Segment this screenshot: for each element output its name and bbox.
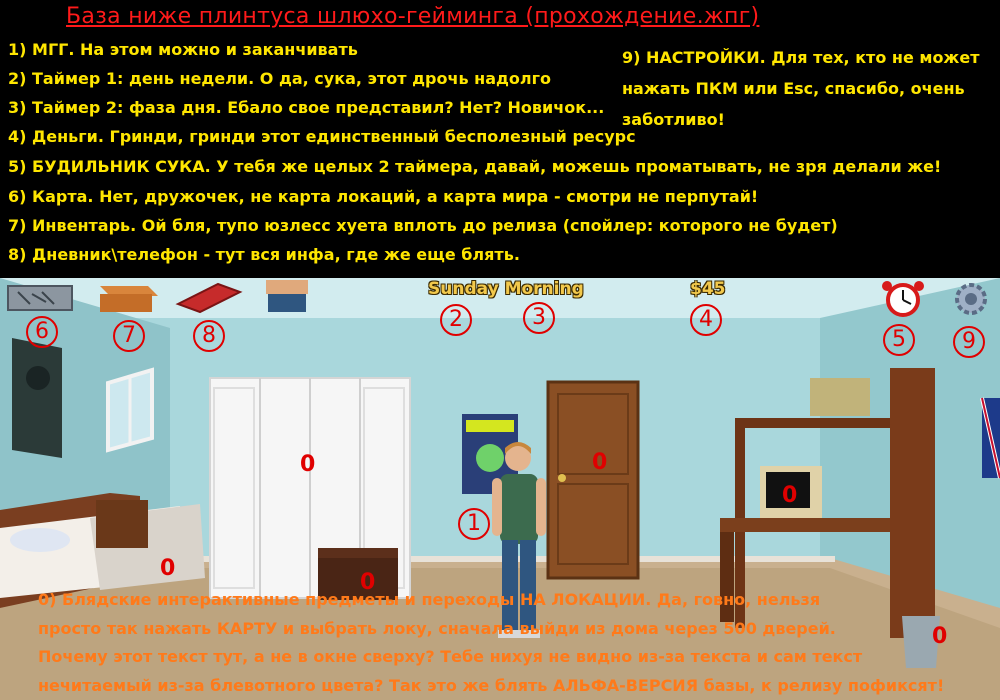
marker-4: 4 — [690, 304, 722, 336]
marker-1: 1 — [458, 508, 490, 540]
diary-phone-icon[interactable] — [174, 280, 244, 314]
bottom-note-line-1: 0) Блядские интерактивные предметы и переходы НА ЛОКАЦИИ. Да, говно, нельзя — [38, 590, 821, 609]
legend-line-3: 3) Таймер 2: фаза дня. Ебало свое представил? Нет? Новичок... — [8, 98, 605, 117]
marker-3: 3 — [523, 302, 555, 334]
zero-chest[interactable]: 0 — [360, 570, 376, 595]
alarm-clock-icon[interactable] — [873, 280, 933, 318]
inventory-icon[interactable] — [92, 280, 164, 314]
money-label: $45 — [690, 279, 726, 299]
marker-8: 8 — [193, 320, 225, 352]
zero-closet[interactable]: 0 — [300, 452, 316, 477]
bottom-note — [38, 586, 998, 700]
zero-bed[interactable]: 0 — [160, 556, 176, 581]
legend-title: База ниже плинтуса шлюхо-гейминга (прохождение.жпг) — [66, 4, 760, 29]
zero-trash-can[interactable]: 0 — [932, 624, 948, 649]
zero-door[interactable]: 0 — [592, 450, 608, 475]
bottom-note-line-4: нечитаемый из-за блевотного цвета? Так это же блять АЛЬФА-ВЕРСИЯ базы, к релизу пофиксят! — [38, 675, 945, 695]
bottom-note-line-3: Почему этот текст тут, а не в окне сверху? Тебе нихуя не видно из-за текста и сам текст — [38, 647, 863, 666]
bottom-note-line-2: просто так нажать КАРТУ и выбрать локу, сначала выйди из дома через 500 дверей. — [38, 618, 836, 638]
settings-gear-icon[interactable] — [943, 280, 999, 318]
marker-2: 2 — [440, 304, 472, 336]
day-phase-label: Sunday Morning — [428, 279, 584, 299]
legend-line-2: 2) Таймер 1: день недели. О да, сука, этот дрочь надолго — [8, 69, 551, 88]
legend-line-5: 5) БУДИЛЬНИК СУКА. У тебя же целых 2 таймера, давай, можешь проматывать, не зря делали же! — [8, 157, 942, 176]
marker-6: 6 — [26, 316, 58, 348]
marker-9: 9 — [953, 326, 985, 358]
marker-5: 5 — [883, 324, 915, 356]
zero-computer[interactable]: 0 — [782, 483, 798, 508]
legend-line-1: 1) МГГ. На этом можно и заканчивать — [8, 40, 358, 59]
character-portrait-icon[interactable] — [262, 278, 312, 316]
marker-7: 7 — [113, 320, 145, 352]
map-icon[interactable] — [2, 282, 80, 314]
legend-line-7: 7) Инвентарь. Ой бля, тупо юзлесс хуета вплоть до релиза (спойлер: которого не будет) — [8, 216, 838, 235]
legend-line-8: 8) Дневник\телефон - тут вся инфа, где же еще блять. — [8, 245, 520, 264]
legend-panel — [0, 0, 1000, 278]
legend-line-6: 6) Карта. Нет, дружочек, не карта локаций, а карта мира - смотри не перпутай! — [8, 187, 759, 206]
legend-line-4: 4) Деньги. Гринди, гринди этот единственный бесполезный ресурс — [8, 127, 636, 146]
legend-line-9: 9) НАСТРОЙКИ. Для тех, кто не может нажать ПКМ или Esc, спасибо, очень заботливо! — [622, 48, 980, 129]
